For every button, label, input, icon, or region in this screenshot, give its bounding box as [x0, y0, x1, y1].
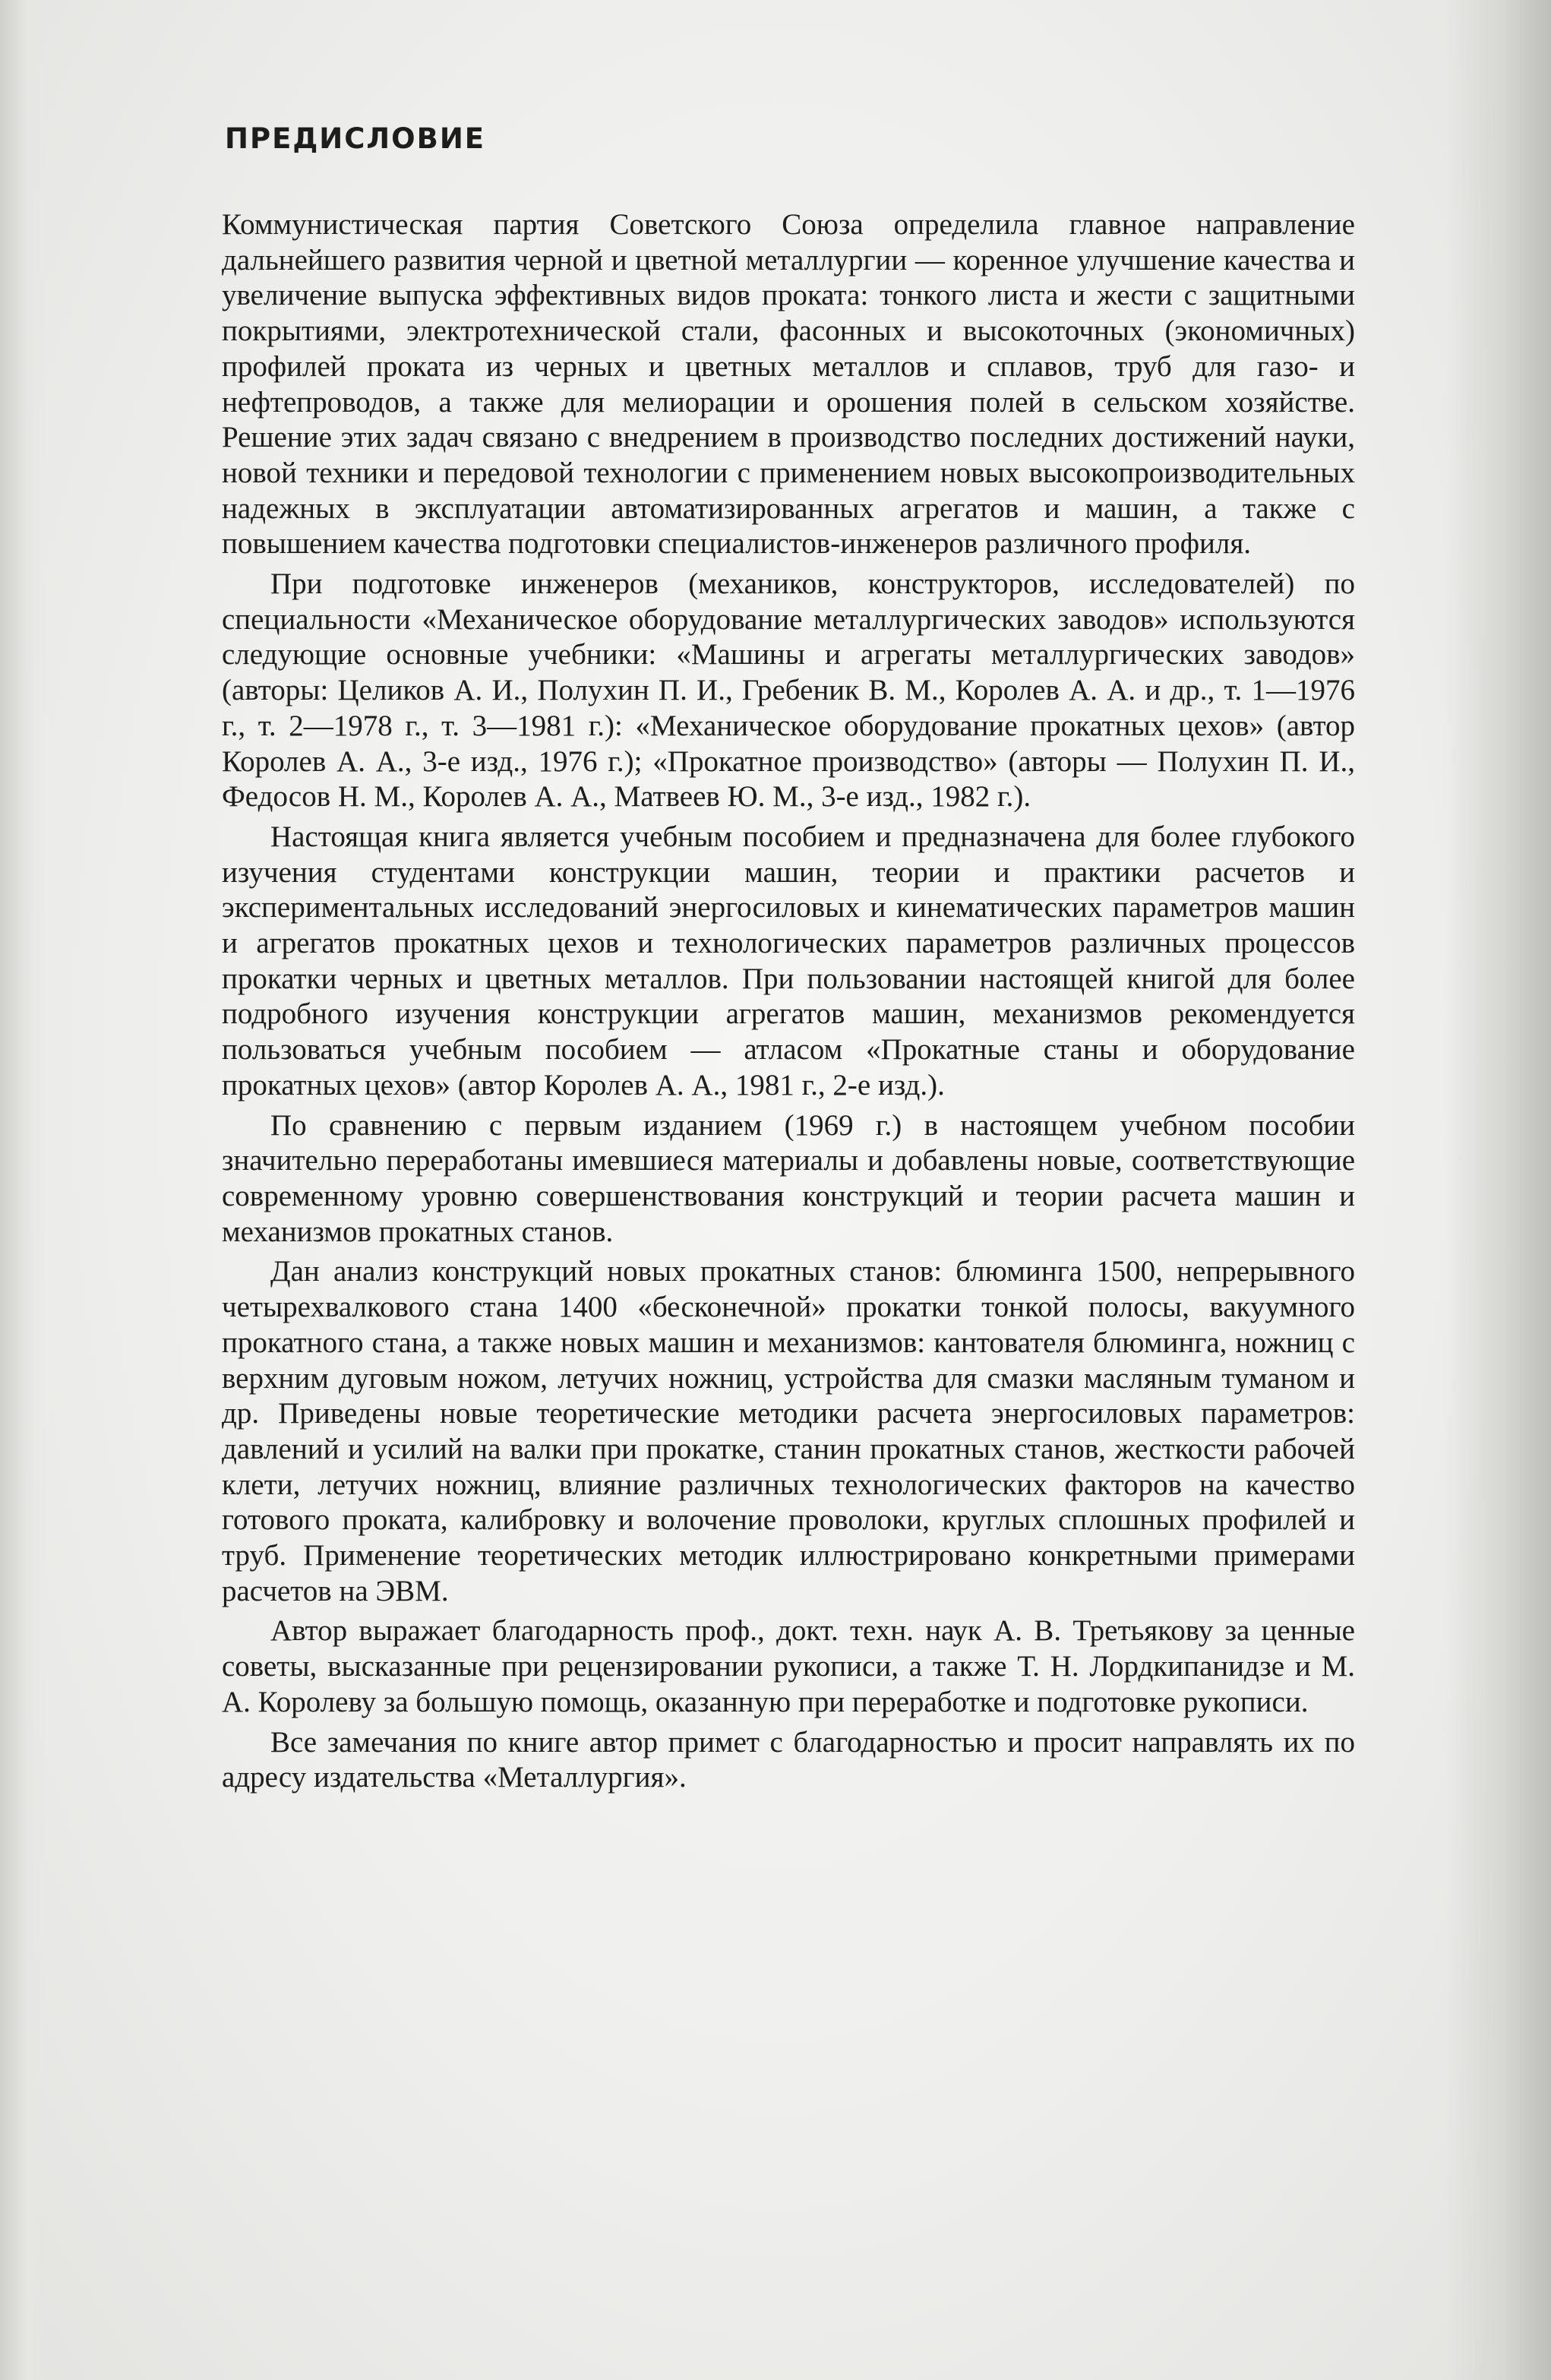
page-left-edge-shadow	[0, 0, 46, 2380]
page-right-edge-shadow	[1445, 0, 1551, 2380]
paragraph-4: По сравнению с первым изданием (1969 г.) в настоящем учебном пособии значительно переработаны имевшиеся материалы и добавлены новые, соответствующие современному уровню совершенствования конструкций и теории расчета машин и механизмов прокатных станов.	[222, 1108, 1355, 1248]
page-title: ПРЕДИСЛОВИЕ	[225, 122, 486, 155]
paragraph-2: При подготовке инженеров (механиков, конструкторов, исследователей) по специальности «Механическое оборудование металлургических заводов» используются следующие основные учебники: «Машины и агрегаты металлургических заводов» (авторы: Целиков А. И., Полухин П. И., Гребеник В. М., Королев А. А. и др., т. 1—1976 г., т. 2—1978 г., т. 3—1981 г.): «Механическое оборудование прокатных цехов» (автор Королев А. А., 3-е изд., 1976 г.); «Прокатное производство» (авторы — Полухин П. И., Федосов Н. М., Королев А. А., Матвеев Ю. М., 3-е изд., 1982 г.).	[222, 567, 1355, 814]
paragraph-7: Все замечания по книге автор примет с благодарностью и просит направлять их по адресу издательства «Металлургия».	[222, 1725, 1355, 1794]
paragraph-1: Коммунистическая партия Советского Союза определила главное направление дальнейшего развития черной и цветной металлургии — коренное улучшение качества и увеличение выпуска эффективных видов проката: тонкого листа и жести с защитными покрытиями, электротехнической стали, фасонных и высокоточных (экономичных) профилей проката из черных и цветных металлов и сплавов, труб для газо- и нефтепроводов, а также для мелиорации и орошения полей в сельском хозяйстве. Решение этих задач связано с внедрением в производство последних достижений науки, новой техники и передовой технологии с применением новых высокопроизводительных надежных в эксплуатации автоматизированных агрегатов и машин, а также с повышением качества подготовки специалистов-инженеров различного профиля.	[222, 208, 1355, 561]
paragraph-3: Настоящая книга является учебным пособием и предназначена для более глубокого изучения студентами конструкции машин, теории и практики расчетов и экспериментальных исследований энергосиловых и кинематических параметров машин и агрегатов прокатных цехов и технологических параметров различных процессов прокатки черных и цветных металлов. При пользовании настоящей книгой для более подробного изучения конструкции агрегатов машин, механизмов рекомендуется пользоваться учебным пособием — атласом «Прокатные станы и оборудование прокатных цехов» (автор Королев А. А., 1981 г., 2-е изд.).	[222, 820, 1355, 1102]
paragraph-5: Дан анализ конструкций новых прокатных станов: блюминга 1500, непрерывного четырехвалкового стана 1400 «бесконечной» прокатки тонкой полосы, вакуумного прокатного стана, а также новых машин и механизмов: кантователя блюминга, ножниц с верхним дуговым ножом, летучих ножниц, устройства для смазки масляным туманом и др. Приведены новые теоретические методики расчета энергосиловых параметров: давлений и усилий на валки при прокатке, станин прокатных станов, жесткости рабочей клети, летучих ножниц, влияние различных технологических факторов на качество готового проката, калибровку и волочение проволоки, круглых сплошных профилей и труб. Применение теоретических методик иллюстрировано конкретными примерами расчетов на ЭВМ.	[222, 1255, 1355, 1607]
preface-text-block	[222, 122, 1355, 1800]
paragraph-6: Автор выражает благодарность проф., докт. техн. наук А. В. Третьякову за ценные советы, высказанные при рецензировании рукописи, а также Т. Н. Лордкипанидзе и М. А. Королеву за большую помощь, оказанную при переработке и подготовке рукописи.	[222, 1614, 1355, 1718]
